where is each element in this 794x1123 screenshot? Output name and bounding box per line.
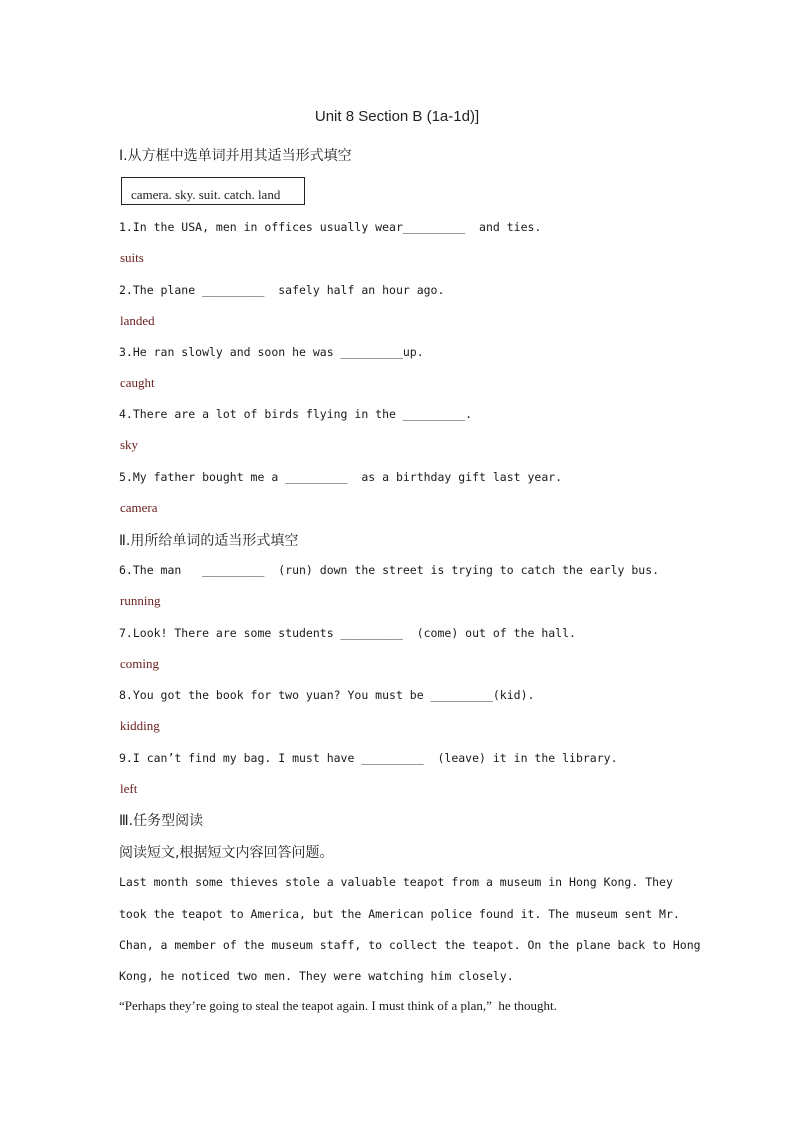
passage-line-4: Kong, he noticed two men. They were watching him closely. — [119, 969, 514, 983]
section-1-heading: Ⅰ.从方框中选单词并用其适当形式填空 — [119, 148, 352, 164]
answer-3: caught — [120, 375, 155, 390]
answer-1: suits — [120, 250, 144, 265]
answer-9: left — [120, 781, 138, 796]
page-title: Unit 8 Section B (1a-1d)] — [314, 108, 480, 125]
answer-6: running — [120, 593, 161, 608]
answer-5: camera — [120, 500, 158, 515]
word-box-words: camera. sky. suit. catch. land — [131, 187, 281, 202]
question-8: 8.You got the book for two yuan? You must be _________(kid). — [119, 688, 535, 702]
question-1: 1.In the USA, men in offices usually wear_________ and ties. — [119, 220, 542, 234]
section-3-heading: Ⅲ.任务型阅读 — [119, 813, 204, 829]
answer-7: coming — [120, 656, 159, 671]
question-2: 2.The plane _________ safely half an hour ago. — [119, 283, 445, 297]
question-7: 7.Look! There are some students _________ (come) out of the hall. — [119, 626, 576, 640]
passage-line-1: Last month some thieves stole a valuable teapot from a museum in Hong Kong. They — [119, 875, 673, 889]
passage-line-2: took the teapot to America, but the American police found it. The museum sent Mr. — [119, 907, 680, 921]
question-5: 5.My father bought me a _________ as a birthday gift last year. — [119, 470, 563, 484]
word-box — [121, 177, 305, 205]
question-6: 6.The man _________ (run) down the street is trying to catch the early bus. — [119, 563, 660, 577]
question-3: 3.He ran slowly and soon he was _________up. — [119, 345, 424, 359]
question-9: 9.I can’t find my bag. I must have _________ (leave) it in the library. — [119, 751, 618, 765]
section-2-heading: Ⅱ.用所给单词的适当形式填空 — [119, 533, 299, 549]
passage-quote: “Perhaps they’re going to steal the teapot again. I must think of a plan,” he thought. — [119, 998, 557, 1013]
answer-8: kidding — [120, 718, 160, 733]
question-4: 4.There are a lot of birds flying in the _________. — [119, 407, 473, 421]
passage-line-3: Chan, a member of the museum staff, to collect the teapot. On the plane back to Hong — [119, 938, 701, 952]
answer-2: landed — [120, 313, 155, 328]
section-3-instruction: 阅读短文,根据短文内容回答问题。 — [119, 845, 334, 861]
answer-4: sky — [120, 437, 139, 452]
